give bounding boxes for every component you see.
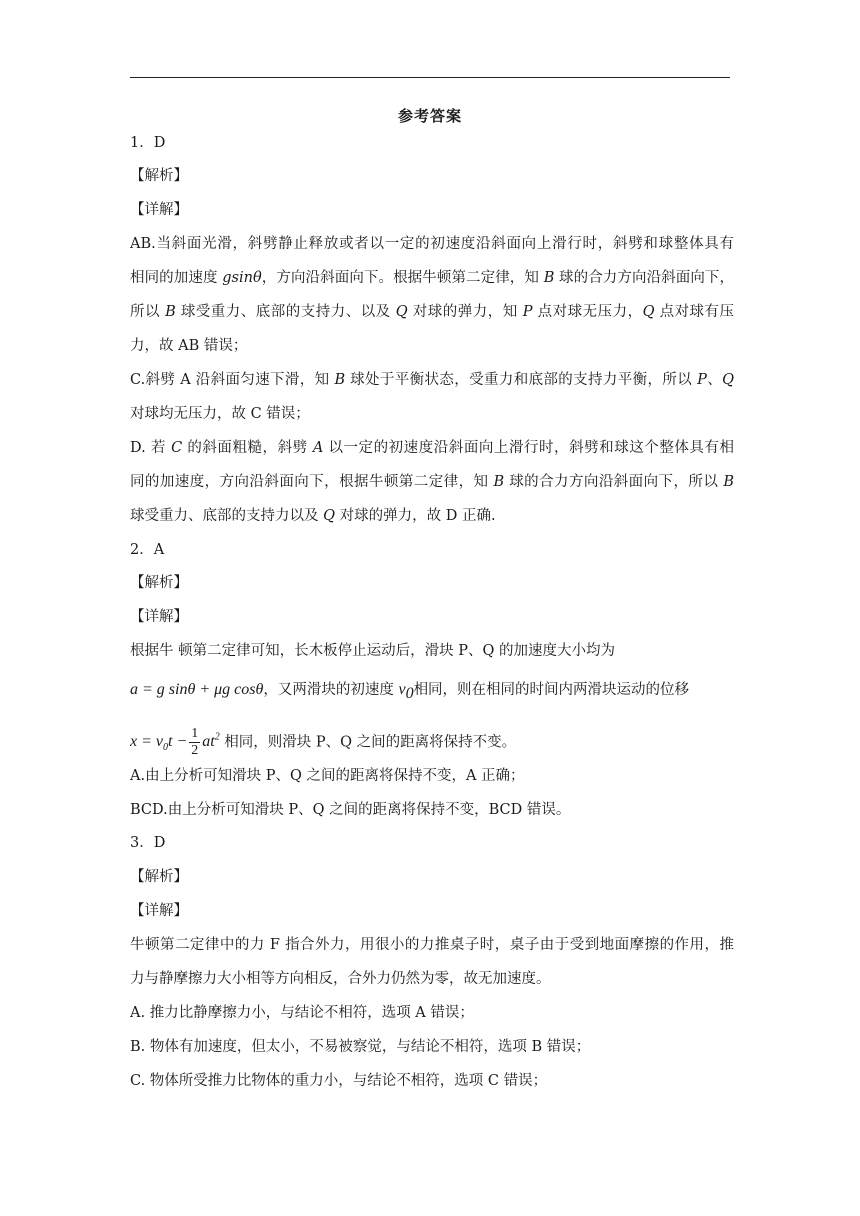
q1-d-line3: 球受重力、底部的支持力以及 Q 对球的弹力，故 D 正确.: [130, 508, 496, 524]
equation-acceleration: a = g sinθ + μg cosθ: [130, 681, 264, 698]
equation-displacement: $x = v_0t$ − $\frac{1}{2}$ $at^2$: [130, 726, 220, 758]
q1-c-line2: 对球均无压力，故 C 错误；: [130, 406, 310, 422]
q1-analysis-label: 【解析】: [130, 168, 188, 184]
q1-c-line1: C.斜劈 A 沿斜面匀速下滑，知 B 球处于平衡状态，受重力和底部的支持力平衡，所以 P、Q: [130, 372, 734, 388]
q3-option-b: B. 物体有加速度，但太小，不易被察觉，与结论不相符，选项 B 错误；: [130, 1039, 591, 1055]
q1-ab-line3: 所以 B 球受重力、底部的支持力、以及 Q 对球的弹力，知 P 点对球无压力，Q 点对球有压: [130, 304, 734, 320]
q2-detail-label: 【详解】: [130, 609, 188, 625]
q2-line3: $x = v_0t$ − $\frac{1}{2}$ $at^2$ 相同，则滑块 P、Q 之间的距离将保持不变。: [130, 726, 517, 758]
q2-line2: a = g sinθ + μg cosθ，又两滑块的初速度 $v_0$相同，则在相同的时间内两滑块运动的位移: [130, 681, 690, 702]
q2-option-a: A.由上分析可知滑块 P、Q 之间的距离将保持不变，A 正确；: [130, 768, 525, 784]
q1-answer: 1．D: [130, 135, 166, 151]
q3-line2: 力与静摩擦力大小相等方向相反，合外力仍然为零，故无加速度。: [130, 971, 551, 987]
q3-line1: 牛顿第二定律中的力 F 指合外力，用很小的力推桌子时，桌子由于受到地面摩擦的作用，推: [130, 937, 734, 953]
q3-detail-label: 【详解】: [130, 903, 188, 919]
q1-detail-label: 【详解】: [130, 202, 188, 218]
q1-d-line1: D. 若 C 的斜面粗糙，斜劈 A 以一定的初速度沿斜面向上滑行时，斜劈和球这个整体具有相: [130, 440, 734, 456]
q3-analysis-label: 【解析】: [130, 869, 188, 885]
q2-answer: 2．A: [130, 542, 165, 558]
q3-option-a: A. 推力比静摩擦力小，与结论不相符，选项 A 错误；: [130, 1005, 474, 1021]
q3-answer: 3．D: [130, 835, 166, 851]
q1-ab-line2: 相同的加速度 gsinθ，方向沿斜面向下。根据牛顿第二定律，知 B 球的合力方向沿斜面向下，: [130, 270, 734, 286]
page-title: 参考答案: [397, 107, 462, 125]
fraction-one-half: $\frac{1}{2}$: [191, 726, 199, 758]
q2-option-bcd: BCD.由上分析可知滑块 P、Q 之间的距离将保持不变，BCD 错误。: [130, 802, 571, 818]
q2-analysis-label: 【解析】: [130, 575, 188, 591]
q1-d-line2: 同的加速度，方向沿斜面向下，根据牛顿第二定律，知 B 球的合力方向沿斜面向下，所以 B: [130, 474, 734, 490]
q1-ab-line1: AB.当斜面光滑，斜劈静止释放或者以一定的初速度沿斜面向上滑行时，斜劈和球整体具有: [130, 236, 734, 252]
q1-ab-line4: 力，故 AB 错误；: [130, 338, 248, 354]
q2-line1: 根据牛 顿第二定律可知，长木板停止运动后，滑块 P、Q 的加速度大小均为: [130, 643, 615, 659]
q3-option-c: C. 物体所受推力比物体的重力小，与结论不相符，选项 C 错误；: [130, 1073, 548, 1089]
header-rule: [130, 77, 730, 78]
